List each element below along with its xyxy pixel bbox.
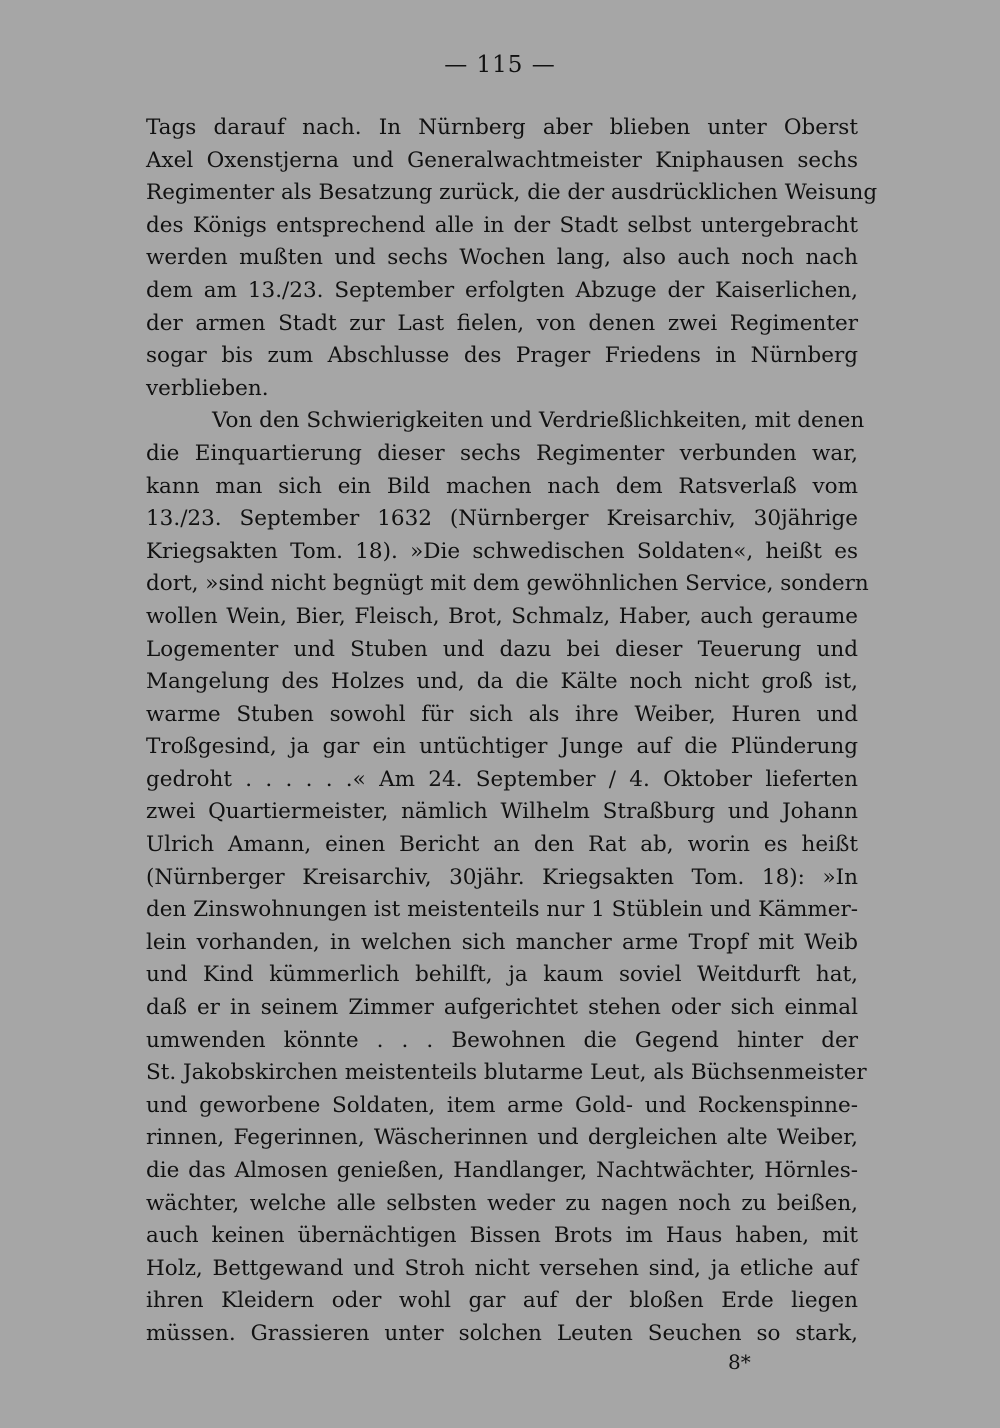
signature-mark: 8* bbox=[728, 1350, 751, 1374]
text-line: werden mußten und sechs Wochen lang, also auch noch nach bbox=[146, 245, 858, 271]
text-line: müssen. Grassieren unter solchen Leuten Seuchen so stark, bbox=[146, 1320, 858, 1346]
text-line: Axel Oxenstjerna und Generalwachtmeister Kniphausen sechs bbox=[146, 147, 858, 173]
text-line: umwenden könnte . . . Bewohnen die Gegend hinter der bbox=[146, 1027, 858, 1053]
text-line: kann man sich ein Bild machen nach dem Ratsverlaß vom bbox=[146, 473, 858, 499]
text-line: lein vorhanden, in welchen sich mancher arme Tropf mit Weib bbox=[146, 929, 858, 955]
text-line: Regimenter als Besatzung zurück, die der ausdrücklichen Weisung bbox=[146, 180, 878, 206]
text-line: Troßgesind, ja gar ein untüchtiger Junge auf die Plünderung bbox=[146, 734, 858, 760]
text-line: und geworbene Soldaten, item arme Gold- und Rockenspinne- bbox=[146, 1092, 858, 1118]
text-line: dem am 13./23. September erfolgten Abzuge der Kaiserlichen, bbox=[146, 277, 858, 303]
text-line: zwei Quartiermeister, nämlich Wilhelm Straßburg und Johann bbox=[146, 799, 858, 825]
text-line: die das Almosen genießen, Handlanger, Nachtwächter, Hörnles- bbox=[146, 1158, 858, 1183]
text-line: dort, »sind nicht begnügt mit dem gewöhnlichen Service, sondern bbox=[146, 571, 869, 597]
text-line: Holz, Bettgewand und Stroh nicht versehen sind, ja etliche auf bbox=[146, 1255, 858, 1281]
text-line: gedroht . . . . . .« Am 24. September / 4. Oktober lieferten bbox=[146, 766, 858, 792]
text-line: wächter, welche alle selbsten weder zu nagen noch zu beißen, bbox=[146, 1190, 858, 1216]
text-line: 13./23. September 1632 (Nürnberger Kreisarchiv, 30jährige bbox=[146, 506, 858, 532]
text-line: und Kind kümmerlich behilft, ja kaum soviel Weitdurft hat, bbox=[146, 962, 858, 988]
text-line: wollen Wein, Bier, Fleisch, Brot, Schmalz, Haber, auch geraume bbox=[146, 603, 858, 629]
text-line: warme Stuben sowohl für sich als ihre Weiber, Huren und bbox=[146, 701, 858, 727]
text-line: Kriegsakten Tom. 18). »Die schwedischen Soldaten«, heißt es bbox=[146, 538, 858, 564]
text-line: der armen Stadt zur Last fielen, von denen zwei Regimenter bbox=[146, 310, 858, 336]
text-line: verblieben. bbox=[146, 375, 269, 401]
text-line: auch keinen übernächtigen Bissen Brots im Haus haben, mit bbox=[146, 1223, 858, 1249]
text-line: Logementer und Stuben und dazu bei dieser Teuerung und bbox=[146, 636, 858, 662]
page-number: — 115 — bbox=[444, 52, 556, 78]
text-line: des Königs entsprechend alle in der Stadt selbst untergebracht bbox=[146, 212, 858, 238]
text-line: St. Jakobskirchen meistenteils blutarme Leut, als Büchsenmeister bbox=[146, 1060, 867, 1086]
body-text bbox=[146, 112, 878, 1351]
text-line: ihren Kleidern oder wohl gar auf der bloßen Erde liegen bbox=[146, 1288, 858, 1314]
text-line: daß er in seinem Zimmer aufgerichtet stehen oder sich einmal bbox=[146, 995, 858, 1021]
text-line: den Zinswohnungen ist meistenteils nur 1 Stüblein und Kämmer- bbox=[146, 897, 859, 923]
text-line: Mangelung des Holzes und, da die Kälte noch nicht groß ist, bbox=[146, 669, 858, 695]
text-line: sogar bis zum Abschlusse des Prager Friedens in Nürnberg bbox=[146, 343, 858, 369]
text-line: (Nürnberger Kreisarchiv, 30jähr. Kriegsakten Tom. 18): »In bbox=[146, 864, 858, 890]
text-line: Tags darauf nach. In Nürnberg aber blieben unter Oberst bbox=[146, 115, 858, 140]
text-line: die Einquartierung dieser sechs Regimenter verbunden war, bbox=[146, 440, 858, 466]
text-line: Von den Schwierigkeiten und Verdrießlichkeiten, mit denen bbox=[212, 408, 865, 434]
text-line: rinnen, Fegerinnen, Wäscherinnen und dergleichen alte Weiber, bbox=[146, 1125, 858, 1151]
text-line: Ulrich Amann, einen Bericht an den Rat ab, worin es heißt bbox=[146, 832, 858, 858]
